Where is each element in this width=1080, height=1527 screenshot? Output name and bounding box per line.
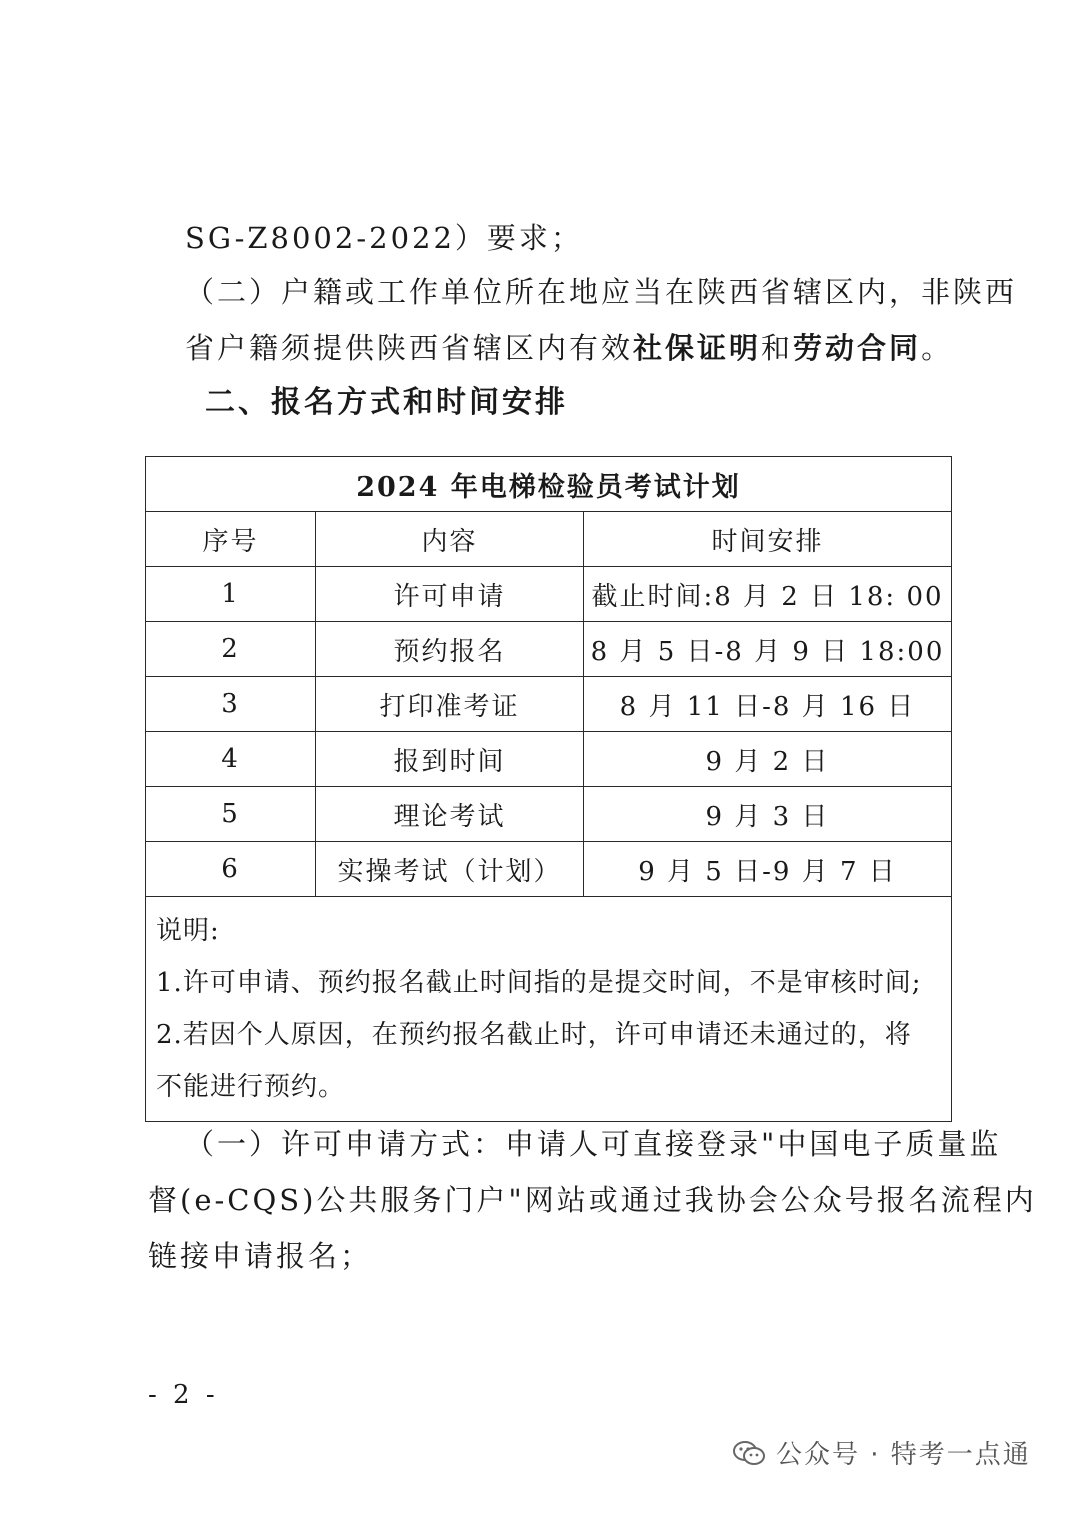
row-content: 预约报名 (316, 622, 584, 677)
table-row (146, 622, 952, 677)
row-no: 4 (146, 732, 316, 787)
table-row (146, 677, 952, 732)
notes-row (146, 897, 952, 1122)
page-number: - 2 - (148, 1380, 219, 1410)
period: 。 (921, 331, 954, 365)
application-method-line-1: （一）许可申请方式：申请人可直接登录"中国电子质量监 (185, 1127, 1002, 1161)
row-no: 1 (146, 567, 316, 622)
row-time: 8 月 5 日-8 月 9 日 18:00 (584, 622, 952, 677)
residence-requirement-line: （二）户籍或工作单位所在地应当在陕西省辖区内，非陕西 (185, 275, 1018, 309)
watermark-text: 公众号 · 特考一点通 (776, 1440, 1031, 1470)
row-no: 2 (146, 622, 316, 677)
note-1: 1.许可申请、预约报名截止时间指的是提交时间，不是审核时间; (156, 968, 922, 998)
proof-text: 省户籍须提供陕西省辖区内有效 (185, 331, 634, 365)
row-content: 理论考试 (316, 787, 584, 842)
note-2-line-1: 2.若因个人原因，在预约报名截止时，许可申请还未通过的，将 (156, 1020, 912, 1050)
residence-requirement-line-2 (185, 328, 953, 368)
section-heading: 二、报名方式和时间安排 (205, 385, 568, 420)
row-time: 9 月 2 日 (584, 732, 952, 787)
row-content: 打印准考证 (316, 677, 584, 732)
note-2-line-2: 不能进行预约。 (156, 1072, 346, 1102)
table-row (146, 567, 952, 622)
header-content: 内容 (316, 512, 584, 567)
requirement-line-end: SG-Z8002-2022）要求； (185, 221, 583, 255)
wechat-icon (732, 1439, 766, 1467)
row-no: 6 (146, 842, 316, 897)
social-security-proof: 社保证明 (633, 331, 762, 365)
header-no: 序号 (146, 512, 316, 567)
notes-label: 说明: (156, 916, 220, 946)
table-row (146, 732, 952, 787)
row-time: 9 月 3 日 (584, 787, 952, 842)
application-method-line-2: 督(e-CQS)公共服务门户"网站或通过我协会公众号报名流程内 (148, 1183, 1037, 1217)
conjunction: 和 (761, 331, 794, 365)
row-time: 9 月 5 日-9 月 7 日 (584, 842, 952, 897)
row-time: 截止时间:8 月 2 日 18: 00 (584, 567, 952, 622)
row-content: 实操考试（计划） (316, 842, 584, 897)
exam-plan-table (145, 456, 952, 1122)
row-content: 报到时间 (316, 732, 584, 787)
table-header-row (146, 512, 952, 567)
row-no: 3 (146, 677, 316, 732)
application-method-line-3: 链接申请报名； (148, 1239, 373, 1273)
wechat-watermark (732, 1434, 1031, 1471)
labor-contract: 劳动合同 (793, 331, 922, 365)
table-row (146, 842, 952, 897)
table-row (146, 787, 952, 842)
row-time: 8 月 11 日-8 月 16 日 (584, 677, 952, 732)
header-time: 时间安排 (584, 512, 952, 567)
notes-cell (146, 897, 952, 1122)
table-title-row (146, 457, 952, 512)
row-content: 许可申请 (316, 567, 584, 622)
table-title: 2024 年电梯检验员考试计划 (146, 457, 952, 512)
row-no: 5 (146, 787, 316, 842)
